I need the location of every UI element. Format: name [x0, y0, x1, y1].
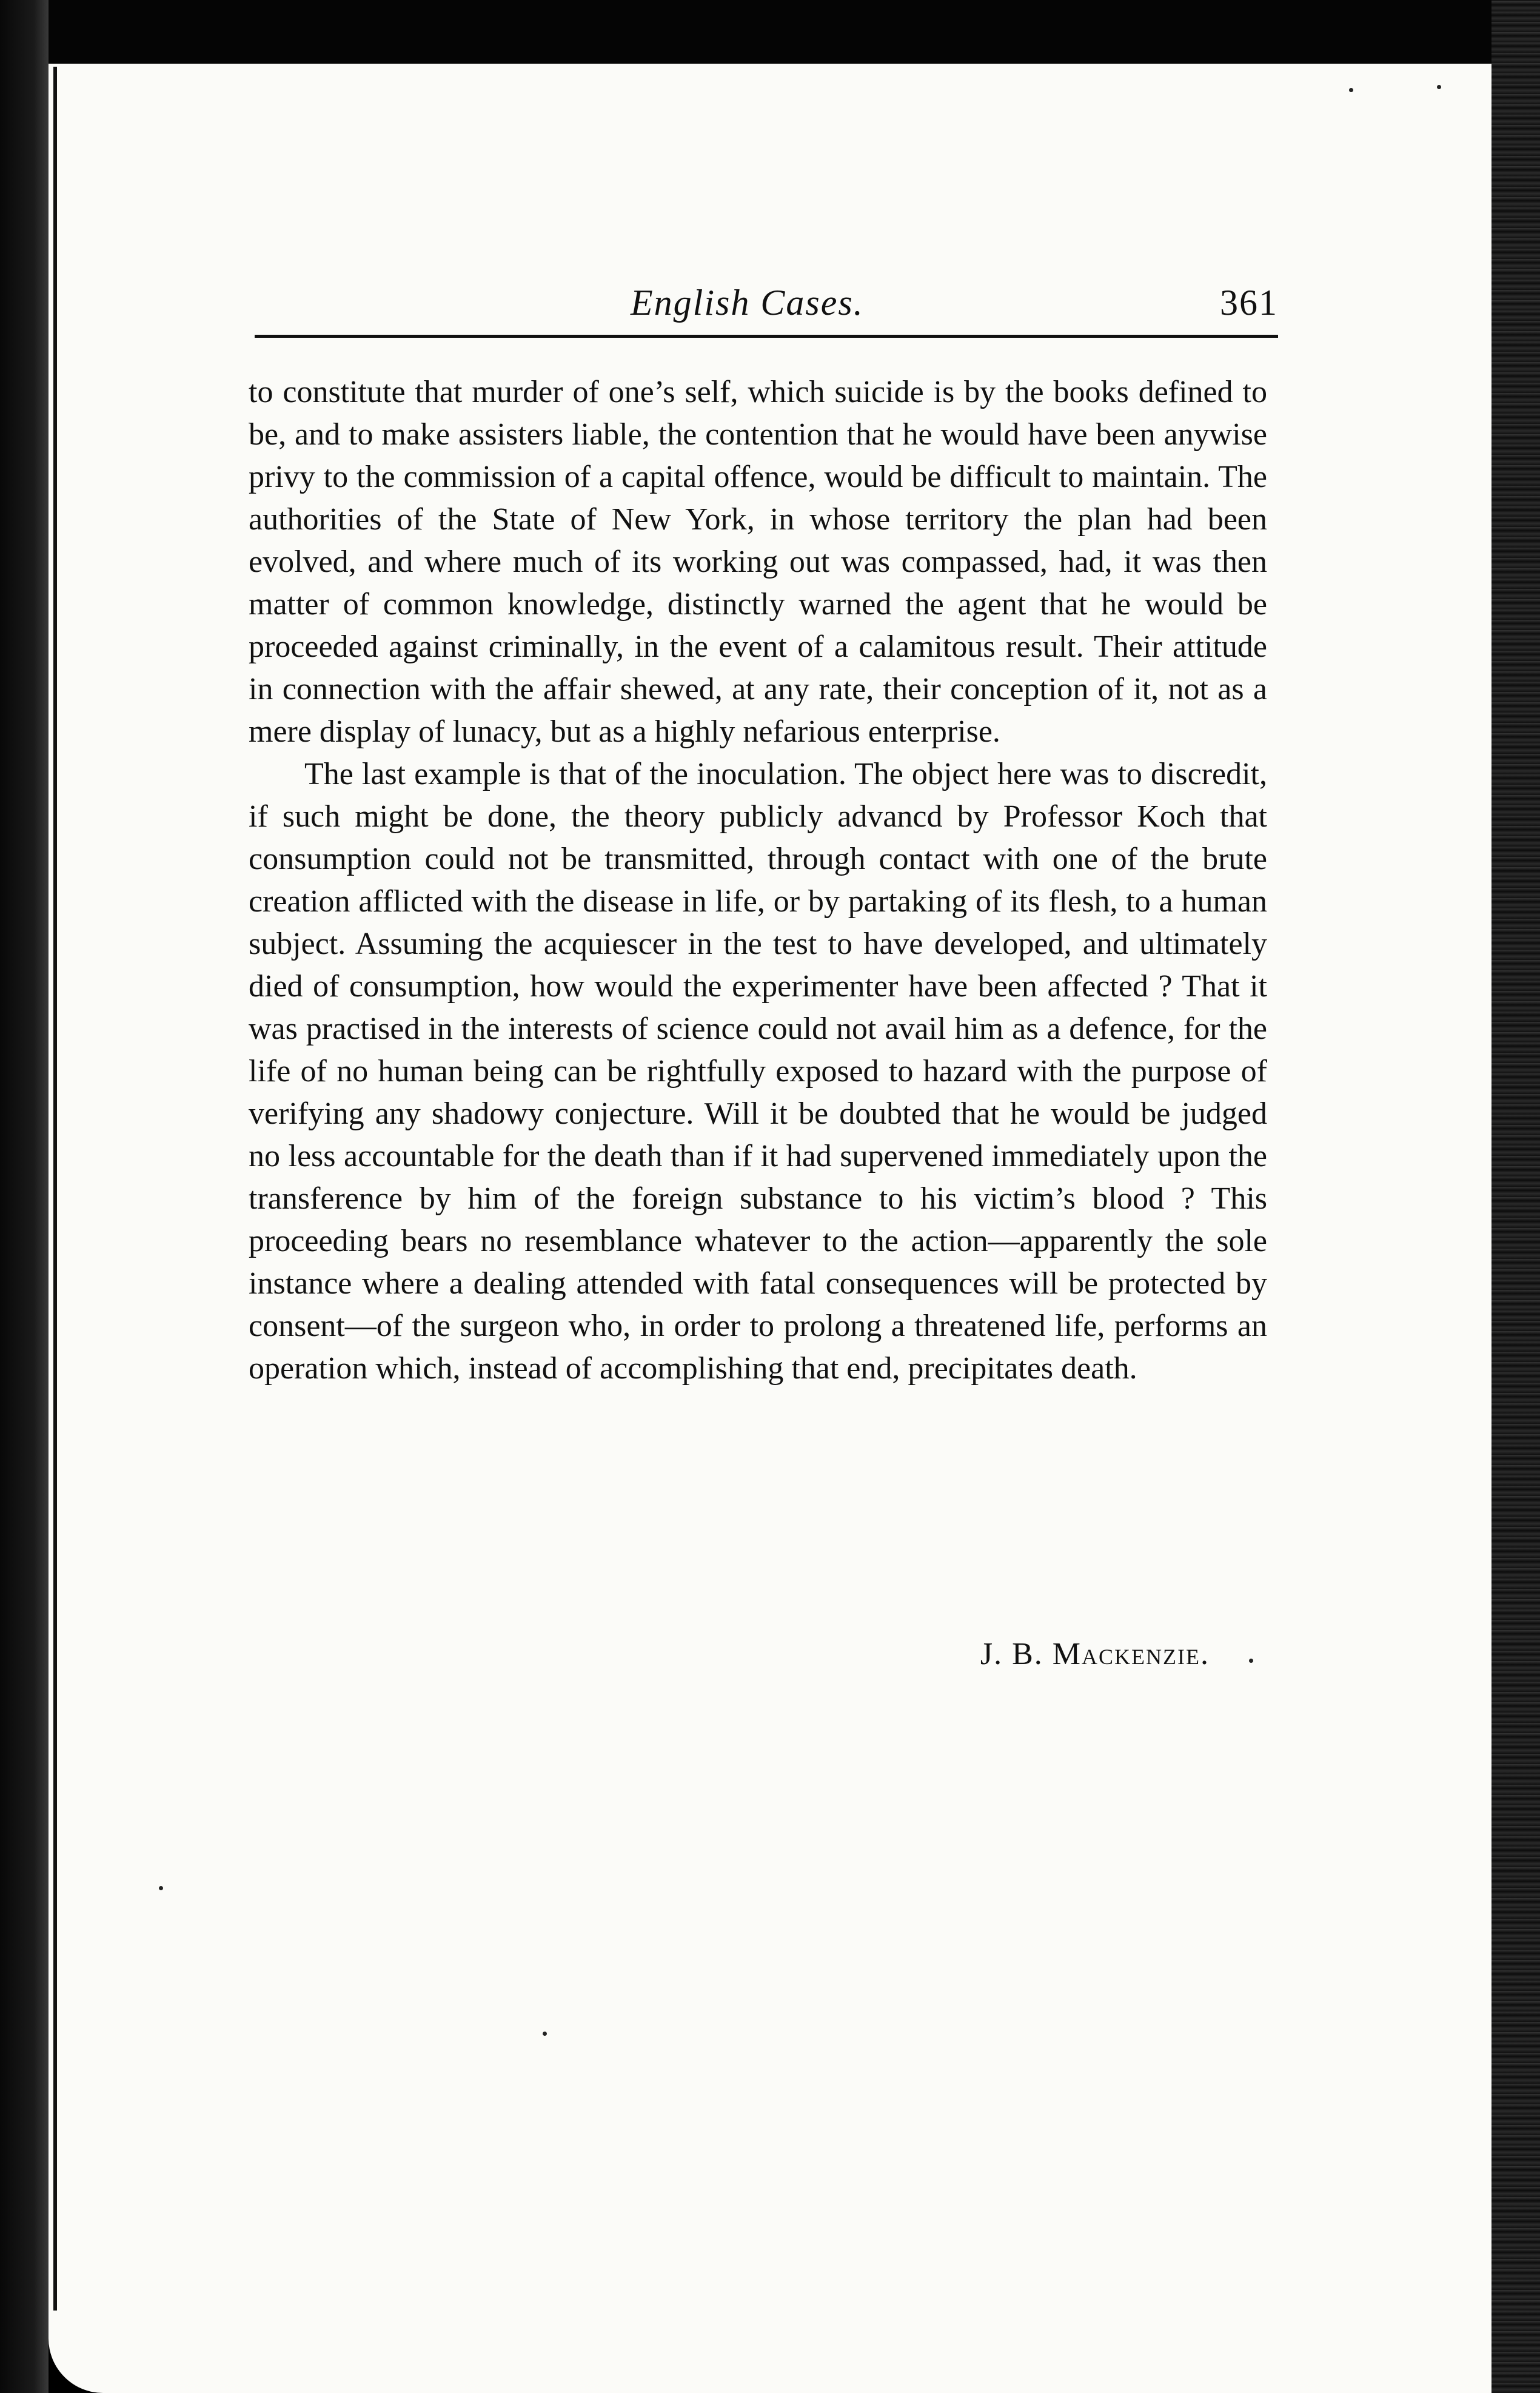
page-number: 361 [1220, 283, 1278, 323]
paragraph-2: The last example is that of the inoculation. The object here was to discredit, if such might be done, the theory publicly advancd by Professor Koch that consumption could not be transmitted, through contact with one of the brute creation afflicted with the disease in life, or by partaking of its flesh, to a human subject. Assuming the acquiescer in the test to have developed, and ultimately died of consumption, how would the experimenter have been affected ? That it was practised in the interests of science could not avail him as a defence, for the life of no human being can be rightfully exposed to hazard with the purpose of verifying any shadowy conjecture. Will it be doubted that he would be judged no less accountable for the death than if it had supervened immediately upon the transference by him of the foreign substance to his victim’s blood ? This proceeding bears no resemblance whatever to the action—apparently the sole instance where a dealing attended with fatal consequences will be protected by consent—of the surgeon who, in order to prolong a threatened life, performs an operation which, instead of accomplishing that end, precipitates death. [249, 757, 1267, 1386]
running-title: English Cases. [631, 283, 864, 323]
scan-speck [159, 1886, 163, 1890]
author-signature [980, 1636, 1210, 1672]
scan-speck [1437, 85, 1441, 89]
scan-background-left [0, 0, 49, 2393]
page-binding-edge [53, 67, 57, 2311]
scan-background-right [1491, 0, 1540, 2393]
scan-background-top [0, 0, 1540, 64]
page-header [255, 282, 1278, 331]
signature-initials: J. B. [980, 1637, 1043, 1671]
signature-surname: Mackenzie. [1052, 1637, 1210, 1671]
body-text [249, 371, 1267, 1390]
header-rule [255, 335, 1278, 338]
scan-speck [1349, 88, 1353, 92]
scan-speck [1249, 1659, 1253, 1663]
paragraph-1: to constitute that murder of one’s self, which suicide is by the books defined to be, and to make assisters liable, the contention that he would have been anywise privy to the commission of a capital offence, would be difficult to maintain. The authorities of the State of New York, in whose territory the plan had been evolved, and where much of its working out was compassed, had, it was then matter of common knowledge, distinctly warned the agent that he would be proceeded against criminally, in the event of a calamitous result. Their attitude in connection with the affair shewed, at any rate, their conception of it, not as a mere display of lunacy, but as a highly nefarious enterprise. [249, 375, 1267, 749]
scan-speck [543, 2032, 547, 2036]
